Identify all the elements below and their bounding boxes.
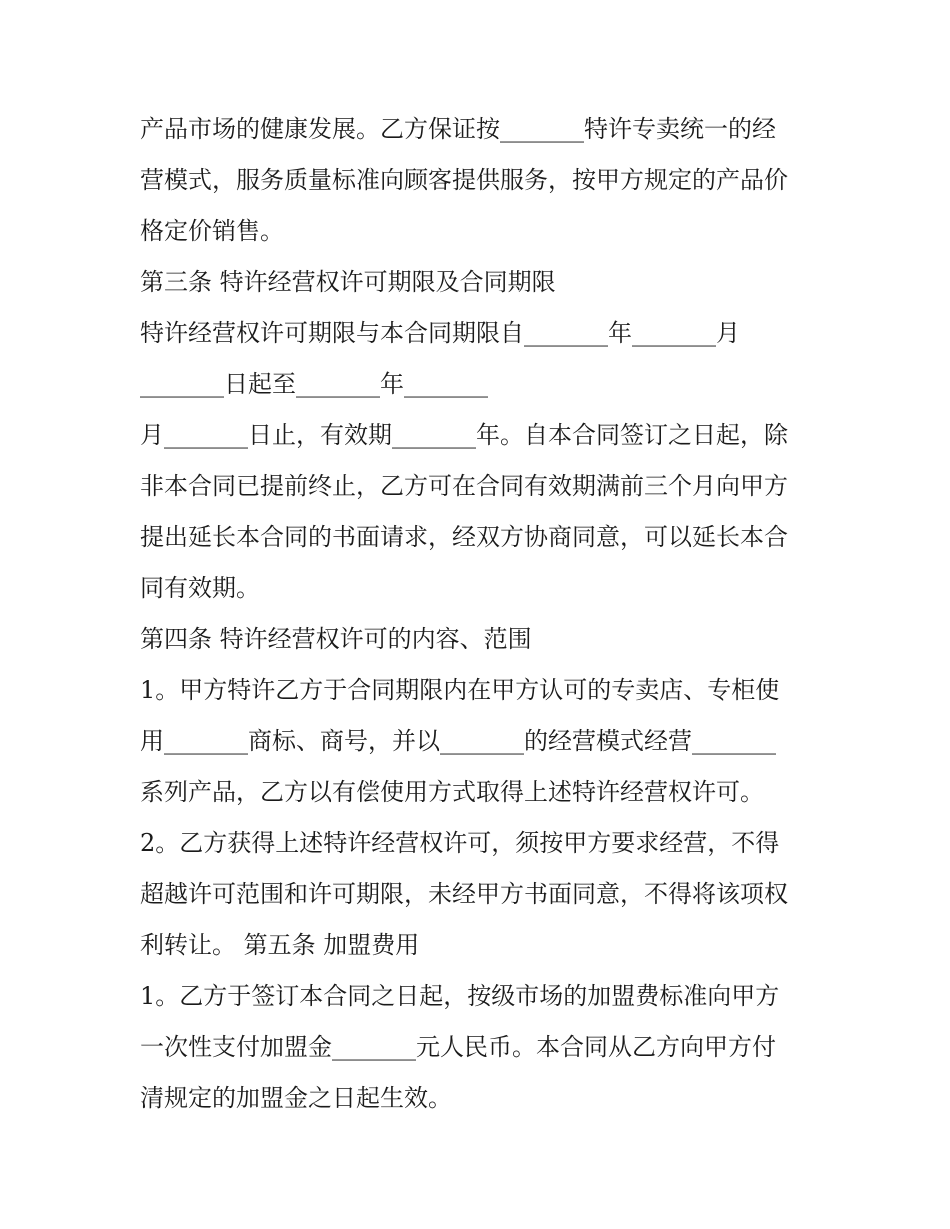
text-line: 同有效期。 — [140, 574, 260, 602]
section-heading: 第四条 特许经营权许可的内容、范围 — [140, 625, 532, 653]
text-line: 超越许可范围和许可期限，未经甲方书面同意，不得将该项权 — [140, 880, 788, 908]
text-line: 月_______日止，有效期_______年。自本合同签订之日起，除 — [140, 421, 788, 449]
text-line: 系列产品，乙方以有偿使用方式取得上述特许经营权许可。 — [140, 778, 764, 806]
text-line: 非本合同已提前终止，乙方可在合同有效期满前三个月向甲方 — [140, 472, 788, 500]
text-line: 用_______商标、商号，并以_______的经营模式经营_______ — [140, 727, 776, 755]
text-line: 一次性支付加盟金_______元人民币。本合同从乙方向甲方付 — [140, 1033, 776, 1061]
text-line: 特许经营权许可期限与本合同期限自_______年_______月 — [140, 319, 740, 347]
text-line: 2。乙方获得上述特许经营权许可，须按甲方要求经营，不得 — [140, 829, 780, 857]
text-line: 提出延长本合同的书面请求，经双方协商同意，可以延长本合 — [140, 523, 788, 551]
text-line: 利转让。 第五条 加盟费用 — [140, 931, 420, 959]
text-line: _______日起至_______年_______ — [140, 370, 488, 398]
section-heading: 第三条 特许经营权许可期限及合同期限 — [140, 268, 556, 296]
contract-text — [140, 104, 830, 1124]
text-line: 格定价销售。 — [140, 217, 284, 245]
text-line: 产品市场的健康发展。乙方保证按_______特许专卖统一的经 — [140, 115, 776, 143]
text-line: 清规定的加盟金之日起生效。 — [140, 1084, 452, 1112]
text-line: 营模式，服务质量标准向顾客提供服务，按甲方规定的产品价 — [140, 166, 788, 194]
text-line: 1。甲方特许乙方于合同期限内在甲方认可的专卖店、专柜使 — [140, 676, 780, 704]
text-line: 1。乙方于签订本合同之日起，按级市场的加盟费标准向甲方 — [140, 982, 780, 1010]
